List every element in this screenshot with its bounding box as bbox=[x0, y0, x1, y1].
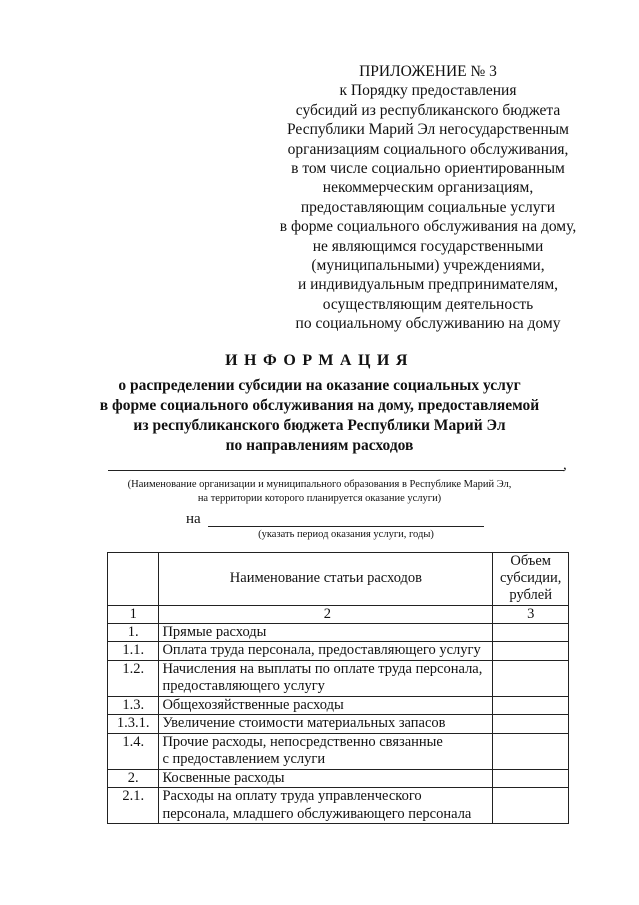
row-name-line: Прямые расходы bbox=[162, 623, 267, 640]
row-name bbox=[159, 788, 493, 824]
appendix-line: не являющимся государственными bbox=[312, 237, 544, 255]
appendix-line: и индивидуальным предпринимателям, bbox=[297, 276, 559, 294]
column-number: 1 bbox=[108, 605, 159, 623]
header-cell-number bbox=[108, 553, 159, 606]
expenses-table bbox=[107, 552, 569, 824]
row-name-line: Увеличение стоимости материальных запасов bbox=[162, 715, 446, 732]
row-name-line: Общехозяйственные расходы bbox=[162, 696, 344, 713]
appendix-header bbox=[250, 62, 606, 334]
document-subtitle bbox=[0, 376, 639, 456]
appendix-line: субсидий из республиканского бюджета bbox=[295, 101, 561, 119]
subtitle-line: из республиканского бюджета Республики Марий Эл bbox=[133, 417, 506, 434]
table-header-row bbox=[108, 553, 569, 606]
table-row bbox=[108, 733, 569, 769]
appendix-line: предоставляющим социальные услуги bbox=[300, 198, 556, 216]
appendix-line: (муниципальными) учреждениями, bbox=[311, 257, 545, 275]
row-number: 1.3.1. bbox=[108, 715, 159, 734]
organization-name-field[interactable] bbox=[108, 470, 564, 471]
row-amount-cell[interactable] bbox=[493, 715, 569, 734]
row-number: 2.1. bbox=[108, 788, 159, 824]
row-name bbox=[159, 769, 493, 788]
header-cell-name: Наименование статьи расходов bbox=[159, 553, 493, 606]
row-number: 1.4. bbox=[108, 733, 159, 769]
organization-caption-line: (Наименование организации и муниципального образования в Республике Марий Эл, bbox=[127, 479, 512, 490]
row-amount-cell[interactable] bbox=[493, 788, 569, 824]
header-cell-amount bbox=[493, 553, 569, 606]
appendix-line: к Порядку предоставления bbox=[339, 82, 517, 100]
table-row bbox=[108, 788, 569, 824]
row-name-line: Начисления на выплаты по оплате труда персонала, bbox=[162, 660, 483, 677]
header-amount-line: рублей bbox=[509, 587, 552, 604]
column-number-row bbox=[108, 605, 569, 623]
organization-caption-line: на территории которого планируется оказание услуги) bbox=[197, 492, 442, 504]
row-amount-cell[interactable] bbox=[493, 769, 569, 788]
row-name-line: Расходы на оплату труда управленческого bbox=[162, 788, 422, 805]
row-name-line: Косвенные расходы bbox=[162, 769, 285, 786]
table-row bbox=[108, 642, 569, 661]
row-name-line: Оплата труда персонала, предоставляющего услугу bbox=[162, 642, 481, 659]
row-name-line: с предоставлением услуги bbox=[162, 751, 326, 768]
period-field[interactable] bbox=[208, 526, 484, 527]
row-number: 1.2. bbox=[108, 660, 159, 696]
table-row bbox=[108, 715, 569, 734]
row-name-line: персонала, младшего обслуживающего персонала bbox=[162, 805, 472, 822]
table-row bbox=[108, 696, 569, 715]
row-number: 1. bbox=[108, 623, 159, 642]
subtitle-line: о распределении субсидии на оказание социальных услуг bbox=[118, 377, 521, 394]
header-amount-line: субсидии, bbox=[499, 570, 562, 587]
row-amount-cell[interactable] bbox=[493, 660, 569, 696]
appendix-line: осуществляющим деятельность bbox=[322, 295, 534, 313]
row-amount-cell[interactable] bbox=[493, 696, 569, 715]
row-name bbox=[159, 715, 493, 734]
table-row bbox=[108, 623, 569, 642]
row-name bbox=[159, 623, 493, 642]
table-row bbox=[108, 660, 569, 696]
document-title: ИНФОРМАЦИЯ bbox=[225, 352, 414, 369]
row-name bbox=[159, 733, 493, 769]
row-name bbox=[159, 696, 493, 715]
organization-caption bbox=[0, 478, 639, 505]
row-number: 1.3. bbox=[108, 696, 159, 715]
subtitle-line: по направлениям расходов bbox=[225, 437, 414, 454]
row-amount-cell[interactable] bbox=[493, 733, 569, 769]
row-number: 2. bbox=[108, 769, 159, 788]
appendix-line: некоммерческим организациям, bbox=[322, 179, 534, 197]
subtitle-line: в форме социального обслуживания на дому, предоставляемой bbox=[99, 397, 540, 414]
row-amount-cell[interactable] bbox=[493, 623, 569, 642]
appendix-line: ПРИЛОЖЕНИЕ № 3 bbox=[359, 63, 497, 80]
row-amount-cell[interactable] bbox=[493, 642, 569, 661]
appendix-line: в форме социального обслуживания на дому, bbox=[279, 218, 577, 236]
appendix-line: в том числе социально ориентированным bbox=[291, 160, 565, 178]
row-number: 1.1. bbox=[108, 642, 159, 661]
period-prefix: на bbox=[186, 511, 201, 527]
column-number: 3 bbox=[493, 605, 569, 623]
row-name bbox=[159, 642, 493, 661]
row-name-line: предоставляющего услугу bbox=[162, 678, 325, 695]
row-name bbox=[159, 660, 493, 696]
appendix-line: по социальному обслуживанию на дому bbox=[295, 315, 561, 333]
appendix-line: Республики Марий Эл негосударственным bbox=[287, 121, 569, 139]
appendix-line: организациям социального обслуживания, bbox=[287, 140, 569, 158]
header-amount-line: Объем bbox=[510, 553, 551, 569]
row-name-line: Прочие расходы, непосредственно связанные bbox=[162, 733, 443, 750]
column-number: 2 bbox=[159, 605, 493, 623]
period-caption: (указать период оказания услуги, годы) bbox=[258, 529, 434, 540]
organization-comma: , bbox=[563, 457, 567, 473]
table-row bbox=[108, 769, 569, 788]
